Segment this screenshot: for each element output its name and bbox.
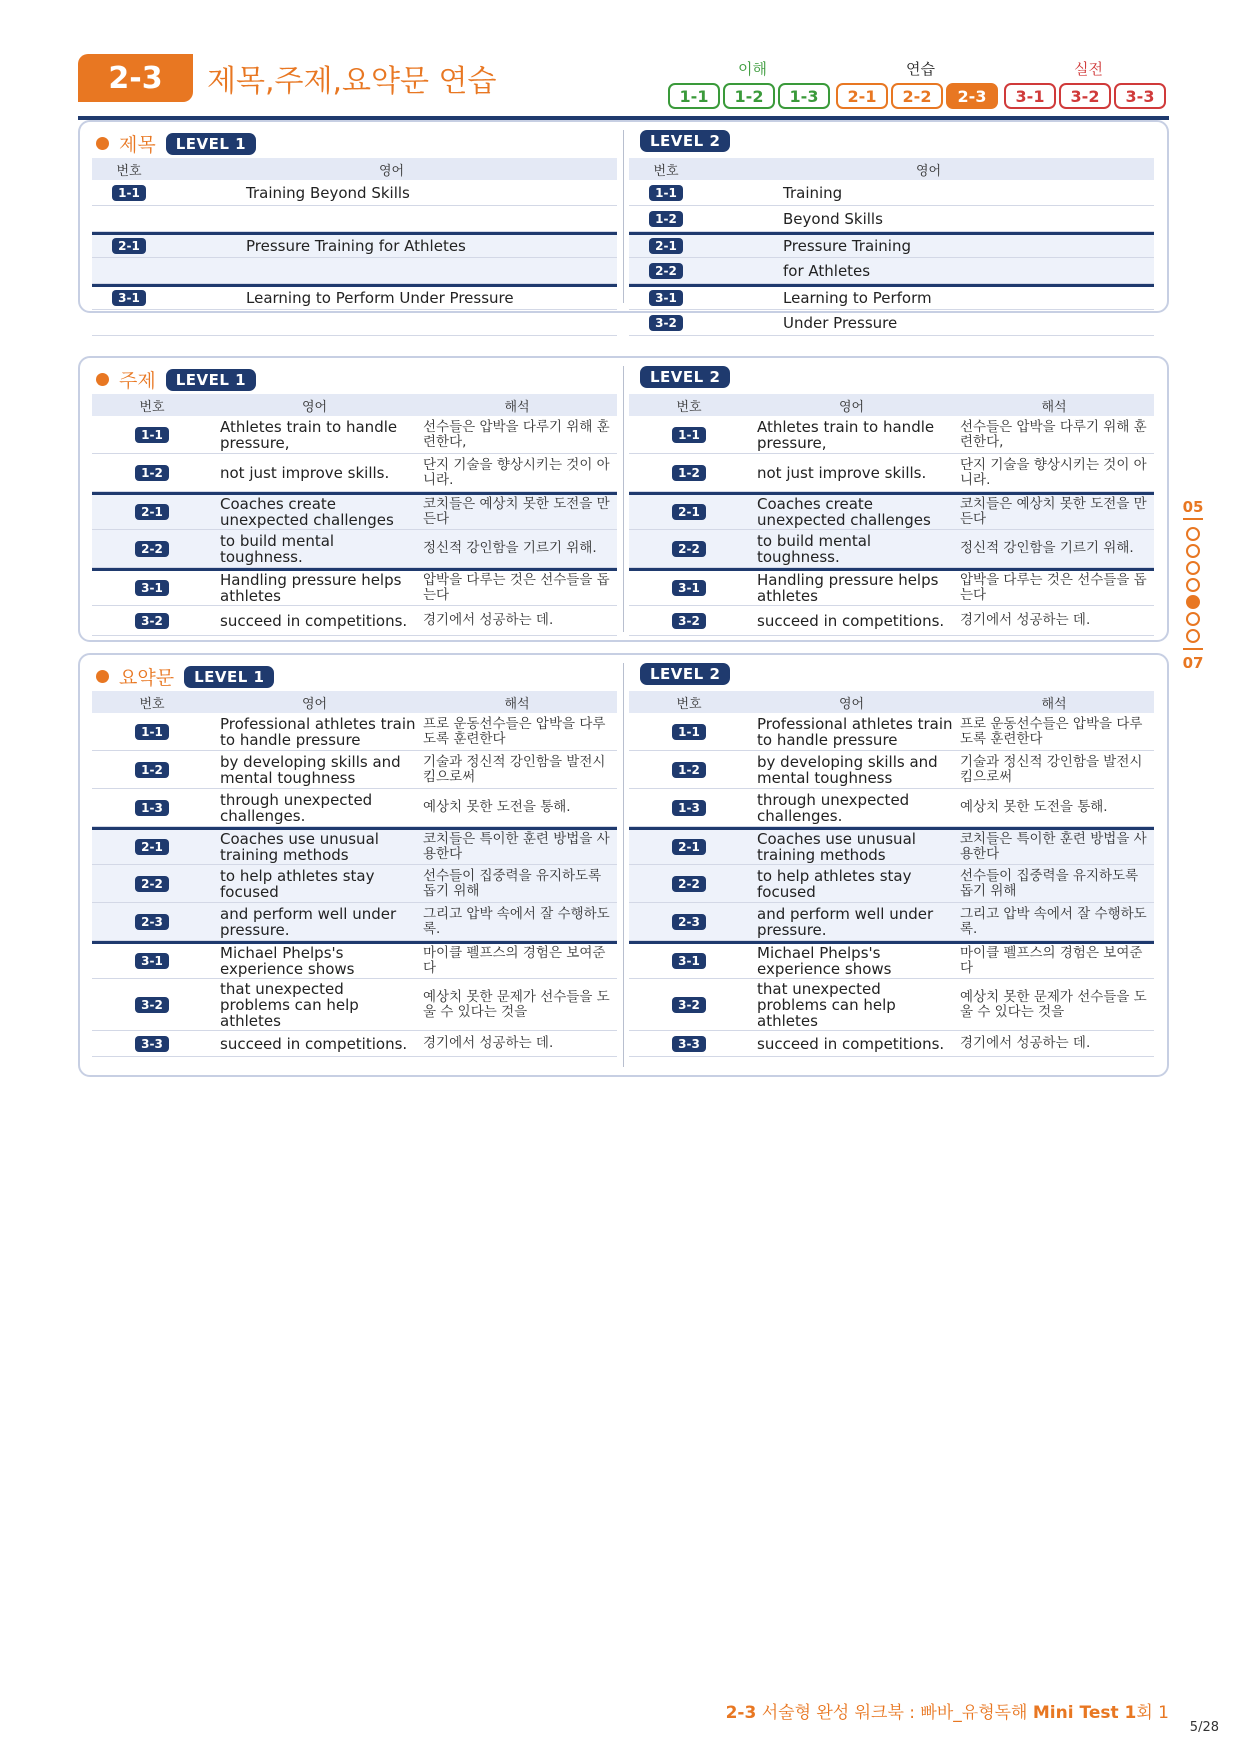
row-english-text: succeed in competitions.: [757, 1034, 945, 1053]
table-row: [629, 903, 1154, 941]
row-korean-text: 그리고 압박 속에서 잘 수행하도록.: [960, 905, 1147, 937]
row-number-badge: 2-3: [672, 914, 706, 930]
row-number-cell: [629, 263, 703, 279]
row-korean-text: 단지 기술을 향상시키는 것이 아니라.: [423, 456, 610, 488]
row-korean-text: 경기에서 성공하는 데.: [423, 612, 554, 628]
row-number-badge: 2-2: [672, 876, 706, 892]
row-number-badge: 3-1: [135, 580, 169, 596]
tracker-end-label: 07: [1182, 654, 1204, 672]
theme-section: [78, 356, 1169, 642]
col-en-header: 영어: [915, 163, 942, 179]
tracker-rule: [1183, 648, 1203, 650]
row-number-badge: 3-2: [135, 997, 169, 1013]
row-english-text: and perform well under pressure.: [220, 904, 397, 939]
row-korean-text: 선수들은 압박을 다루기 위해 훈련한다,: [960, 418, 1147, 450]
row-number-badge: 1-1: [649, 185, 683, 201]
table-row: [629, 310, 1154, 336]
row-english-text: to help athletes stay focused: [757, 866, 912, 901]
row-korean-text: 코치들은 예상치 못한 도전을 만든다: [960, 496, 1147, 527]
row-number-badge: 1-3: [672, 800, 706, 816]
row-korean-text: 마이클 펠프스의 경험은 보여준다: [960, 945, 1143, 976]
row-number-badge: 3-3: [135, 1036, 169, 1052]
row-english-text: not just improve skills.: [757, 463, 927, 482]
row-english-text: through unexpected challenges.: [757, 790, 910, 825]
col-en-header: 영어: [378, 163, 405, 179]
row-english-text: for Athletes: [783, 261, 871, 280]
footer-mini-test: Mini Test 1: [1032, 1703, 1137, 1723]
tracker-dot-icon: [1186, 561, 1200, 575]
row-english-text: to build mental toughness.: [757, 531, 872, 566]
table-body: [629, 180, 1154, 336]
section-label: 요약문: [119, 667, 175, 689]
section-label: 제목: [119, 134, 156, 156]
row-english-text: Training Beyond Skills: [246, 183, 410, 202]
table-row: [92, 258, 617, 284]
table-row: [92, 232, 617, 258]
table-row: [92, 568, 617, 606]
row-number-cell: [92, 953, 212, 969]
table-row: [92, 903, 617, 941]
row-number-cell: [629, 541, 749, 557]
nav-button-3-2[interactable]: 3-2: [1059, 83, 1111, 109]
row-english-text: Beyond Skills: [783, 209, 883, 228]
tracker-start-label: 05: [1182, 498, 1204, 516]
row-english-text: Coaches use unusual training methods: [757, 830, 916, 864]
row-number-badge: 3-1: [135, 953, 169, 969]
tracker-dot-icon: [1186, 527, 1200, 541]
row-number-badge: 2-1: [135, 839, 169, 855]
row-number-cell: [92, 580, 212, 596]
table-row: [629, 941, 1154, 979]
table-row: [92, 606, 617, 636]
table-row: [92, 751, 617, 789]
table-row: [92, 180, 617, 206]
level2-badge: LEVEL 2: [640, 366, 730, 388]
row-number-badge: 3-2: [672, 613, 706, 629]
summary-section-header-level2: [640, 663, 730, 685]
tracker-dot-icon: [1186, 595, 1200, 609]
row-number-cell: [629, 238, 703, 254]
row-korean-text: 정신적 강인함을 기르기 위해.: [960, 540, 1134, 556]
nav-button-1-3[interactable]: 1-3: [778, 83, 830, 109]
theme-section-header: [96, 366, 256, 393]
row-number-badge: 3-2: [672, 997, 706, 1013]
row-number-cell: [629, 580, 749, 596]
column-divider: [623, 130, 624, 303]
row-english-text: Coaches create unexpected challenges: [757, 495, 931, 529]
row-number-cell: [629, 724, 749, 740]
row-number-cell: [92, 465, 212, 481]
table-header: [92, 394, 617, 416]
row-english-text: Learning to Perform Under Pressure: [246, 289, 514, 307]
table-row: [629, 454, 1154, 492]
level2-badge: LEVEL 2: [640, 663, 730, 685]
row-number-cell: [629, 465, 749, 481]
row-number-badge: 3-1: [649, 290, 683, 306]
table-row: [629, 751, 1154, 789]
table-row: [629, 232, 1154, 258]
row-number-badge: 1-2: [672, 762, 706, 778]
table-row: [92, 206, 617, 232]
table-row: [92, 789, 617, 827]
row-number-badge: 2-1: [112, 238, 146, 254]
row-number-cell: [92, 541, 212, 557]
bullet-icon: [96, 670, 109, 683]
col-num-header: 번호: [116, 163, 142, 179]
row-number-badge: 3-3: [672, 1036, 706, 1052]
row-number-cell: [92, 1036, 212, 1052]
table-row: [629, 568, 1154, 606]
col-en-header: 영어: [301, 696, 328, 712]
row-english-text: Training: [783, 183, 843, 202]
column-divider: [623, 366, 624, 632]
bullet-icon: [96, 373, 109, 386]
table-header: [92, 691, 617, 713]
row-number-cell: [629, 185, 703, 201]
row-english-text: to help athletes stay focused: [220, 866, 375, 901]
row-english-text: succeed in competitions.: [220, 611, 408, 630]
row-number-badge: 2-2: [672, 541, 706, 557]
row-number-cell: [92, 185, 166, 201]
row-number-badge: 2-2: [135, 876, 169, 892]
nav-button-1-2[interactable]: 1-2: [723, 83, 775, 109]
row-english-text: Athletes train to handle pressure,: [757, 417, 935, 452]
summary-level2-table: [629, 691, 1154, 1057]
nav-group-label: 연습: [906, 60, 935, 78]
row-korean-text: 압박을 다루는 것은 선수들을 돕는다: [960, 572, 1147, 603]
row-english-text: Professional athletes train to handle pressure: [757, 714, 953, 749]
row-number-cell: [92, 800, 212, 816]
row-number-badge: 2-2: [135, 541, 169, 557]
row-number-badge: 1-2: [135, 465, 169, 481]
row-english-text: through unexpected challenges.: [220, 790, 373, 825]
row-number-cell: [92, 238, 166, 254]
theme-section-header-level2: [640, 366, 730, 388]
nav-button-3-3[interactable]: 3-3: [1114, 83, 1166, 109]
theme-level2-table: [629, 394, 1154, 636]
row-number-cell: [629, 839, 749, 855]
nav-button-2-2[interactable]: 2-2: [891, 83, 943, 109]
row-korean-text: 예상치 못한 문제가 선수들을 도울 수 있다는 것을: [423, 988, 610, 1020]
nav-button-1-1[interactable]: 1-1: [668, 83, 720, 109]
row-korean-text: 코치들은 특이한 훈련 방법을 사용한다: [960, 831, 1147, 862]
tracker-dot-icon: [1186, 612, 1200, 626]
row-number-badge: 3-2: [135, 613, 169, 629]
row-number-badge: 1-3: [135, 800, 169, 816]
row-english-text: succeed in competitions.: [757, 611, 945, 630]
table-body: [629, 713, 1154, 1057]
row-korean-text: 그리고 압박 속에서 잘 수행하도록.: [423, 905, 610, 937]
row-korean-text: 예상치 못한 도전을 통해.: [423, 799, 571, 815]
row-english-text: that unexpected problems can help athletes: [757, 979, 896, 1030]
row-korean-text: 경기에서 성공하는 데.: [423, 1035, 554, 1051]
row-number-badge: 2-1: [649, 238, 683, 254]
col-en-header: 영어: [838, 696, 865, 712]
table-row: [629, 492, 1154, 530]
table-row: [629, 865, 1154, 903]
row-number-cell: [629, 211, 703, 227]
table-row: [629, 606, 1154, 636]
row-number-cell: [629, 876, 749, 892]
tracker-rule: [1183, 518, 1203, 520]
row-english-text: Athletes train to handle pressure,: [220, 417, 398, 452]
table-row: [629, 1031, 1154, 1057]
footer-suffix: 회 1: [1136, 1703, 1169, 1723]
table-row: [92, 454, 617, 492]
level2-badge: LEVEL 2: [640, 130, 730, 152]
row-number-cell: [629, 997, 749, 1013]
table-row: [629, 827, 1154, 865]
title-level2-table: [629, 158, 1154, 336]
title-level1-table: [92, 158, 617, 336]
row-number-cell: [92, 613, 212, 629]
page-title: 제목,주제,요약문 연습: [207, 64, 497, 99]
table-row: [629, 979, 1154, 1031]
row-number-cell: [92, 427, 212, 443]
row-number-badge: 2-2: [649, 263, 683, 279]
row-korean-text: 마이클 펠프스의 경험은 보여준다: [423, 945, 606, 976]
row-number-cell: [92, 997, 212, 1013]
row-korean-text: 기술과 정신적 강인함을 발전시킴으로써: [423, 753, 606, 785]
tracker-dot-icon: [1186, 578, 1200, 592]
row-number-badge: 2-1: [672, 504, 706, 520]
table-body: [629, 416, 1154, 636]
row-number-badge: 2-1: [672, 839, 706, 855]
level1-badge: LEVEL 1: [184, 666, 274, 688]
table-row: [629, 530, 1154, 568]
row-korean-text: 예상치 못한 도전을 통해.: [960, 799, 1108, 815]
row-number-cell: [629, 953, 749, 969]
col-ko-header: 해석: [504, 399, 530, 415]
tracker-dot-icon: [1186, 629, 1200, 643]
col-ko-header: 해석: [1041, 696, 1067, 712]
row-english-text: Coaches use unusual training methods: [220, 830, 379, 864]
row-english-text: Michael Phelps's experience shows: [220, 944, 355, 978]
row-number-cell: [92, 724, 212, 740]
row-number-badge: 1-1: [135, 724, 169, 740]
row-number-badge: 1-1: [135, 427, 169, 443]
row-number-badge: 2-1: [135, 504, 169, 520]
summary-section-header: [96, 663, 274, 690]
row-number-badge: 1-1: [672, 427, 706, 443]
summary-level1-table: [92, 691, 617, 1057]
row-english-text: by developing skills and mental toughness: [757, 752, 938, 787]
row-number-cell: [92, 762, 212, 778]
table-row: [629, 789, 1154, 827]
row-number-badge: 1-2: [649, 211, 683, 227]
row-korean-text: 기술과 정신적 강인함을 발전시킴으로써: [960, 753, 1143, 785]
table-header: [92, 158, 617, 180]
table-header: [629, 158, 1154, 180]
row-english-text: Coaches create unexpected challenges: [220, 495, 394, 529]
row-korean-text: 선수들이 집중력을 유지하도록 돕기 위해: [960, 867, 1139, 899]
row-number-badge: 1-1: [672, 724, 706, 740]
table-row: [92, 865, 617, 903]
table-body: [92, 416, 617, 636]
table-row: [92, 416, 617, 454]
row-korean-text: 압박을 다루는 것은 선수들을 돕는다: [423, 572, 610, 603]
tracker-dots: [1186, 524, 1200, 646]
table-body: [92, 180, 617, 336]
row-number-badge: 3-1: [112, 290, 146, 306]
row-korean-text: 코치들은 예상치 못한 도전을 만든다: [423, 496, 610, 527]
row-number-badge: 3-1: [672, 580, 706, 596]
level1-badge: LEVEL 1: [166, 133, 256, 155]
row-number-cell: [92, 504, 212, 520]
level1-badge: LEVEL 1: [166, 369, 256, 391]
footer-text: 서술형 완성 워크북 : 빠바_유형독해: [761, 1703, 1028, 1723]
nav-button-2-3[interactable]: 2-3: [946, 83, 998, 109]
progress-tracker: [1178, 498, 1208, 672]
row-korean-text: 예상치 못한 문제가 선수들을 도울 수 있다는 것을: [960, 988, 1147, 1020]
row-english-text: Learning to Perform: [783, 289, 932, 307]
table-row: [629, 258, 1154, 284]
row-number-cell: [629, 504, 749, 520]
col-num-header: 번호: [676, 399, 702, 415]
row-english-text: Handling pressure helps athletes: [757, 571, 939, 605]
table-row: [629, 284, 1154, 310]
col-num-header: 번호: [139, 696, 165, 712]
row-korean-text: 프로 운동선수들은 압박을 다루도록 훈련한다: [423, 715, 606, 747]
row-english-text: not just improve skills.: [220, 463, 390, 482]
col-ko-header: 해석: [504, 696, 530, 712]
table-row: [629, 713, 1154, 751]
row-number-cell: [92, 914, 212, 930]
col-ko-header: 해석: [1041, 399, 1067, 415]
row-number-badge: 3-2: [649, 315, 683, 331]
row-korean-text: 프로 운동선수들은 압박을 다루도록 훈련한다: [960, 715, 1143, 747]
row-korean-text: 경기에서 성공하는 데.: [960, 612, 1091, 628]
table-row: [92, 941, 617, 979]
title-section-header: [96, 130, 256, 157]
row-english-text: by developing skills and mental toughness: [220, 752, 401, 787]
row-english-text: Under Pressure: [783, 313, 898, 332]
row-korean-text: 선수들은 압박을 다루기 위해 훈련한다,: [423, 418, 610, 450]
row-number-cell: [629, 800, 749, 816]
table-header: [629, 691, 1154, 713]
row-english-text: Michael Phelps's experience shows: [757, 944, 892, 978]
section-label: 주제: [119, 370, 156, 392]
nav-button-3-1[interactable]: 3-1: [1004, 83, 1056, 109]
row-number-badge: 3-1: [672, 953, 706, 969]
row-korean-text: 단지 기술을 향상시키는 것이 아니라.: [960, 456, 1147, 488]
table-body: [92, 713, 617, 1057]
table-row: [92, 530, 617, 568]
row-english-text: succeed in competitions.: [220, 1034, 408, 1053]
col-en-header: 영어: [301, 399, 328, 415]
row-english-text: to build mental toughness.: [220, 531, 335, 566]
table-row: [92, 492, 617, 530]
col-num-header: 번호: [653, 163, 679, 179]
summary-section: [78, 653, 1169, 1077]
row-english-text: Pressure Training: [783, 237, 912, 255]
row-number-cell: [629, 914, 749, 930]
nav-group-label: 이해: [738, 60, 767, 78]
table-row: [92, 979, 617, 1031]
footer-code: 2-3: [725, 1703, 757, 1723]
row-number-cell: [629, 290, 703, 306]
row-korean-text: 정신적 강인함을 기르기 위해.: [423, 540, 597, 556]
table-row: [92, 284, 617, 310]
col-num-header: 번호: [676, 696, 702, 712]
row-english-text: that unexpected problems can help athletes: [220, 979, 359, 1030]
table-header: [629, 394, 1154, 416]
row-english-text: Professional athletes train to handle pressure: [220, 714, 416, 749]
nav-group-label: 실전: [1074, 60, 1103, 78]
lesson-code-badge: 2-3: [78, 54, 193, 102]
row-english-text: and perform well under pressure.: [757, 904, 934, 939]
table-row: [629, 416, 1154, 454]
row-number-badge: 1-2: [135, 762, 169, 778]
row-number-badge: 1-1: [112, 185, 146, 201]
row-number-cell: [92, 839, 212, 855]
title-section-header-level2: [640, 130, 730, 152]
bullet-icon: [96, 137, 109, 150]
theme-level1-table: [92, 394, 617, 636]
row-number-cell: [629, 427, 749, 443]
col-en-header: 영어: [838, 399, 865, 415]
row-english-text: Pressure Training for Athletes: [246, 237, 466, 255]
row-number-cell: [629, 613, 749, 629]
col-num-header: 번호: [139, 399, 165, 415]
row-number-badge: 2-3: [135, 914, 169, 930]
row-korean-text: 코치들은 특이한 훈련 방법을 사용한다: [423, 831, 610, 862]
row-number-cell: [629, 762, 749, 778]
row-korean-text: 선수들이 집중력을 유지하도록 돕기 위해: [423, 867, 602, 899]
row-korean-text: 경기에서 성공하는 데.: [960, 1035, 1091, 1051]
table-row: [92, 310, 617, 336]
page-number: 5/28: [1189, 1720, 1219, 1735]
nav-button-2-1[interactable]: 2-1: [836, 83, 888, 109]
table-row: [629, 180, 1154, 206]
row-english-text: Handling pressure helps athletes: [220, 571, 402, 605]
title-section: [78, 120, 1169, 332]
table-row: [629, 206, 1154, 232]
row-number-cell: [629, 1036, 749, 1052]
row-number-cell: [629, 315, 703, 331]
tracker-dot-icon: [1186, 544, 1200, 558]
column-divider: [623, 663, 624, 1067]
row-number-cell: [92, 876, 212, 892]
table-row: [92, 713, 617, 751]
row-number-badge: 1-2: [672, 465, 706, 481]
table-row: [92, 1031, 617, 1057]
table-row: [92, 827, 617, 865]
row-number-cell: [92, 290, 166, 306]
footer-title: [726, 1698, 1169, 1723]
